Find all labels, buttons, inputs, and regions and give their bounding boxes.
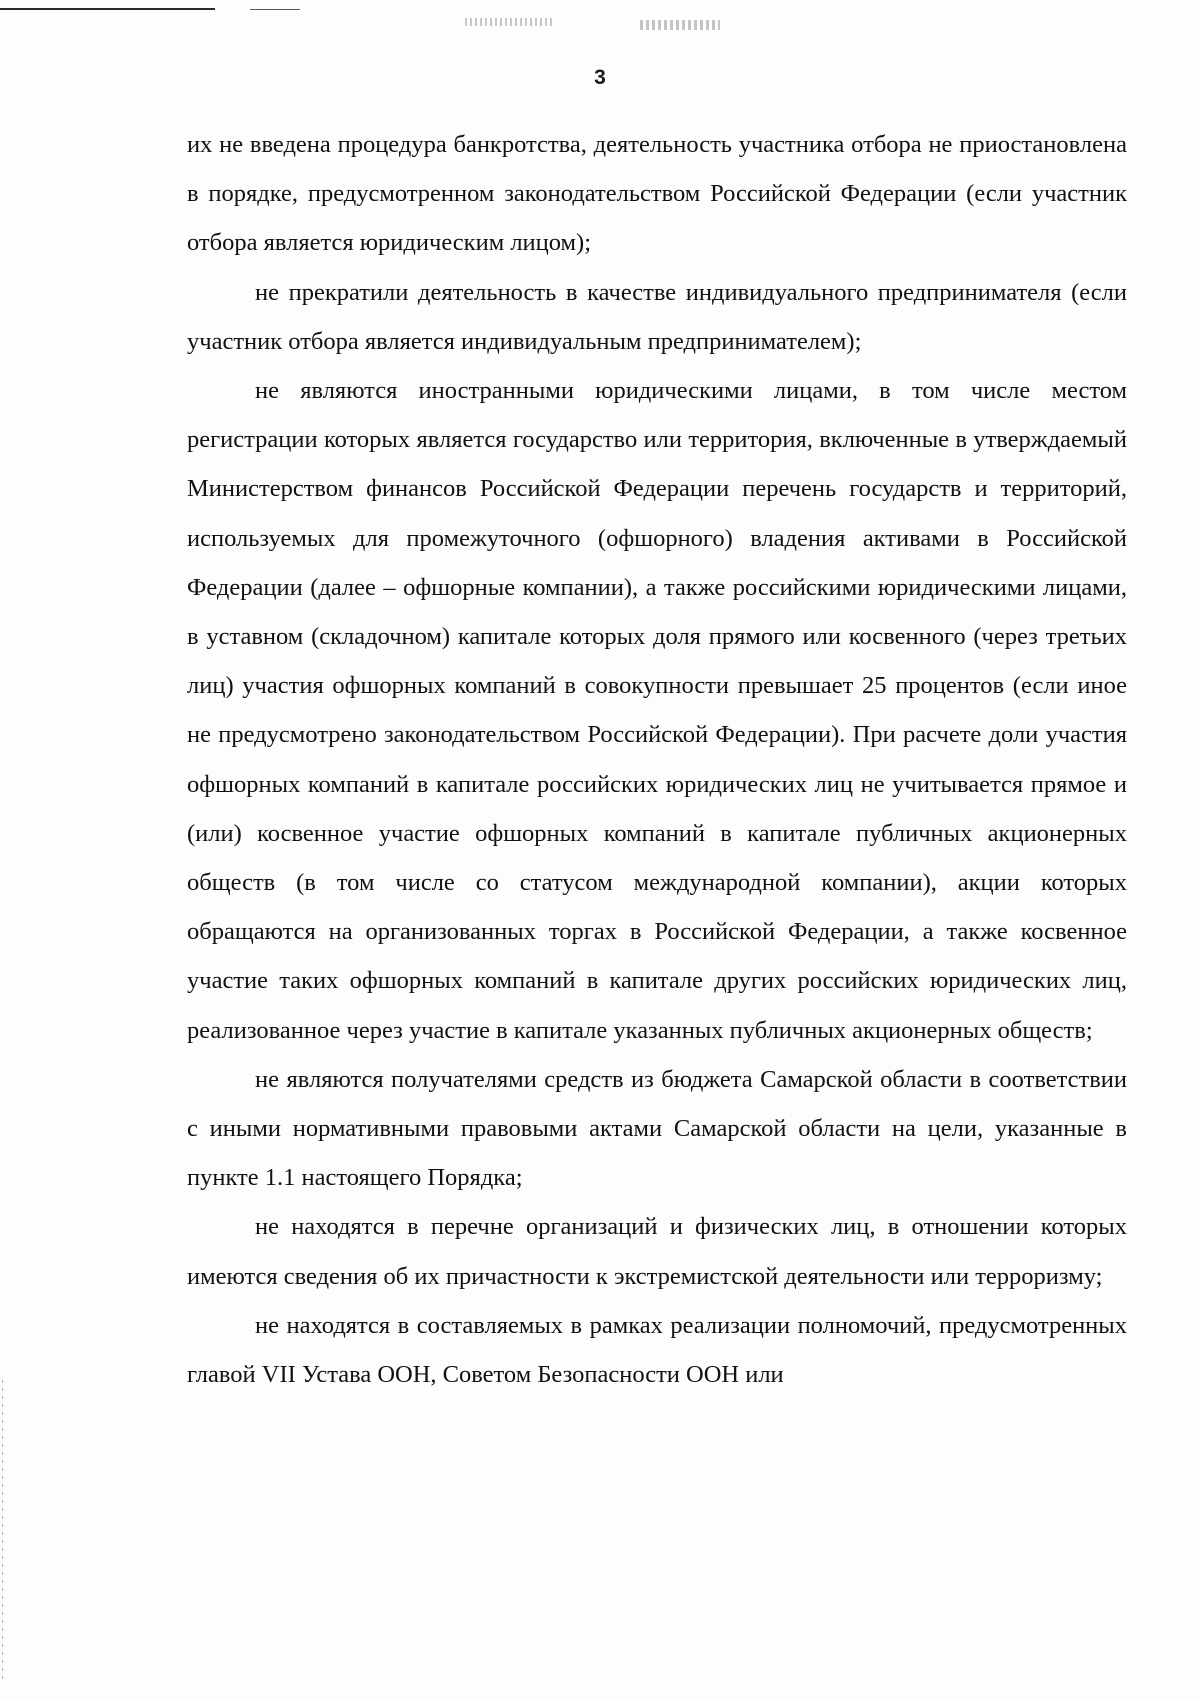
paragraph: их не введена процедура банкротства, деятельность участника отбора не приостановлена в порядке, предусмотренном законодательством Российской Федерации (если участник отбора является юридическим лицом); bbox=[187, 131, 1127, 257]
scan-top-rule-fragment bbox=[250, 9, 300, 10]
paragraph: не являются получателями средств из бюджета Самарской области в соответствии с иными нормативными правовыми актами Самарской области на цели, указанные в пункте 1.1 настоящего Порядка; bbox=[187, 1065, 1127, 1192]
paragraph: не являются иностранными юридическими лицами, в том числе местом регистрации которых является государство или территория, включенные в утверждаемый Министерством финансов Российской Федерации перечень государств и территорий, используемых для промежуточного (офшорного) владения активами в Российской Федерации (далее – офшорные компании), а также российскими юридическими лицами, в уставном (складочном) капитале которых доля прямого или косвенного (через третьих лиц) участия офшорных компаний в совокупности превышает 25 процентов (если иное не предусмотрено законодательством Российской Федерации). При расчете доли участия офшорных компаний в капитале российских юридических лиц не учитывается прямое и (или) косвенное участие офшорных компаний в капитале публичных акционерных обществ (в том числе со статусом международной компании), акции которых обращаются на организованных торгах в Российской Федерации, а также косвенное участие таких офшорных компаний в капитале других российских юридических лиц, реализованное через участие в капитале указанных публичных акционерных обществ; bbox=[187, 377, 1127, 1044]
page-number: 3 bbox=[594, 66, 606, 89]
paragraph: не находятся в перечне организаций и физических лиц, в отношении которых имеются сведения об их причастности к экстремистской деятельности или терроризму; bbox=[187, 1213, 1127, 1290]
document-body bbox=[187, 120, 1127, 1399]
scan-artifact bbox=[640, 20, 720, 30]
paragraph: не находятся в составляемых в рамках реализации полномочий, предусмотренных главой VII Устава ООН, Советом Безопасности ООН или bbox=[187, 1311, 1127, 1389]
scan-left-edge bbox=[2, 1380, 3, 1680]
paragraph: не прекратили деятельность в качестве индивидуального предпринимателя (если участник отбора является индивидуальным предпринимателем); bbox=[187, 278, 1127, 355]
scan-artifact bbox=[465, 18, 555, 26]
scan-top-rule bbox=[0, 8, 215, 10]
